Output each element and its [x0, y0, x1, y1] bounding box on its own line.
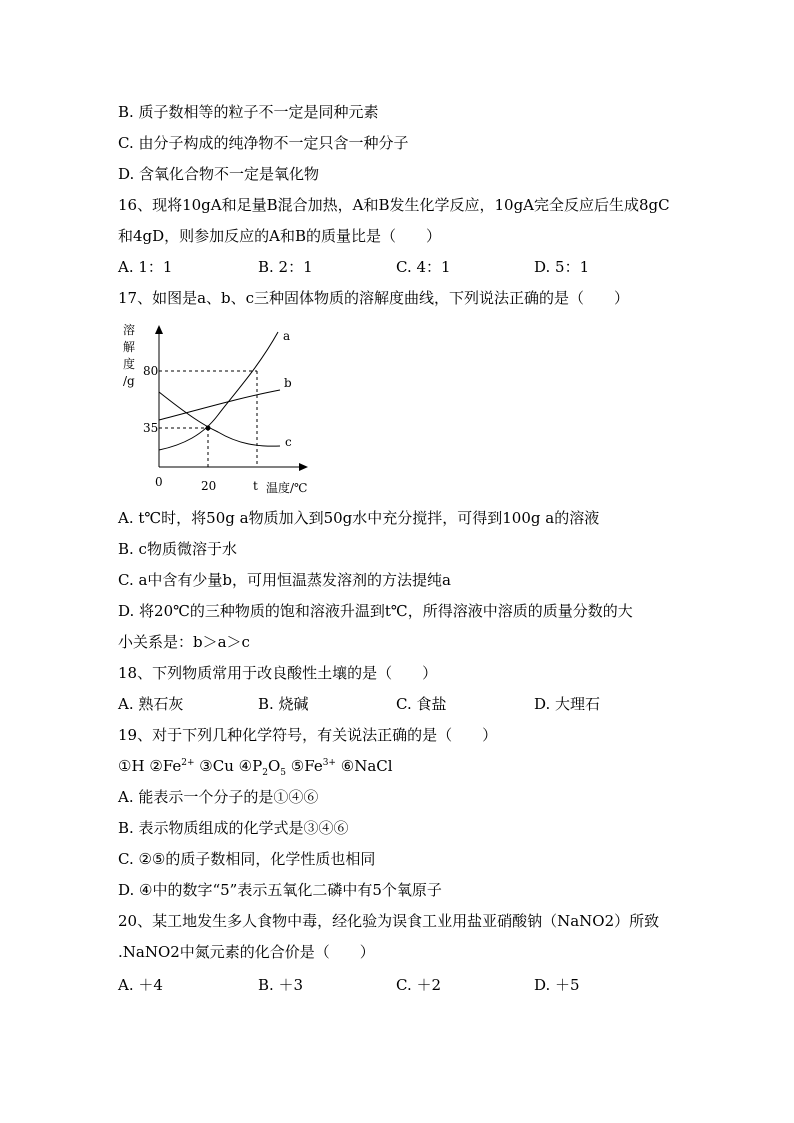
option-17b: B. c物质微溶于水: [118, 540, 237, 558]
question-18: 18、下列物质常用于改良酸性土壤的是（ ）: [118, 664, 438, 682]
ylabel-char-4: /g: [123, 374, 135, 388]
option-18c: C. 食盐: [396, 695, 447, 713]
option-18b: B. 烧碱: [258, 695, 309, 713]
xlabel: 温度/℃: [266, 481, 308, 495]
option-17d-line2: 小关系是：b＞a＞c: [118, 633, 250, 651]
ylabel-char-1: 溶: [123, 323, 136, 337]
question-20-line1: 20、某工地发生多人食物中毒，经化验为误食工业用盐亚硝酸钠（NaNO2）所致: [118, 912, 660, 930]
y-axis-arrow: [155, 325, 163, 334]
option-17c: C. a中含有少量b，可用恒温蒸发溶剂的方法提纯a: [118, 571, 451, 589]
question-16-line1: 16、现将10gA和足量B混合加热，A和B发生化学反应，10gA完全反应后生成8gC: [118, 196, 670, 214]
option-15d: D. 含氧化合物不一定是氧化物: [118, 165, 320, 183]
xtick-20: 20: [201, 479, 217, 493]
chemical-symbols-19: [118, 756, 393, 776]
option-18d: D. 大理石: [534, 695, 601, 713]
question-16-line2: 和4gD，则参加反应的A和B的质量比是（ ）: [118, 227, 442, 245]
question-20-line2: .NaNO2中氮元素的化合价是（ ）: [118, 943, 375, 961]
symbol-5: $⑤Fe^{3+}$: [290, 757, 336, 775]
option-16c: C. 4：1: [396, 258, 451, 276]
option-16a: A. 1：1: [118, 258, 173, 276]
x-axis-arrow: [299, 463, 308, 471]
symbol-1: ①H: [118, 757, 145, 775]
option-16b: B. 2：1: [258, 258, 313, 276]
symbol-4: $④P_2O_5$: [238, 757, 286, 778]
option-20c: C. ＋2: [396, 976, 442, 994]
series-label-b: b: [284, 376, 292, 390]
curve-b: [159, 390, 280, 420]
option-16d: D. 5：1: [534, 258, 590, 276]
ylabel-char-2: 解: [123, 340, 136, 354]
ylabel-char-3: 度: [123, 357, 136, 371]
xtick-0: 0: [155, 475, 163, 489]
option-20b: B. ＋3: [258, 976, 304, 994]
solubility-chart: [118, 320, 328, 500]
option-19c: C. ②⑤的质子数相同，化学性质也相同: [118, 850, 376, 868]
question-19: 19、对于下列几种化学符号，有关说法正确的是（ ）: [118, 726, 498, 744]
option-20d: D. ＋5: [534, 976, 580, 994]
option-17a: A. t℃时，将50g a物质加入到50g水中充分搅拌，可得到100g a的溶液: [118, 509, 600, 527]
curve-c: [159, 392, 280, 446]
symbol-2: $②Fe^{2+}$: [149, 757, 195, 775]
symbol-3: ③Cu: [199, 757, 234, 775]
option-19a: A. 能表示一个分子的是①④⑥: [118, 788, 319, 806]
ytick-35: 35: [143, 421, 159, 435]
xtick-t: t: [253, 479, 258, 493]
ytick-80: 80: [143, 364, 159, 378]
option-18a: A. 熟石灰: [118, 695, 184, 713]
option-17d-line1: D. 将20℃的三种物质的饱和溶液升温到t℃，所得溶液中溶质的质量分数的大: [118, 602, 633, 620]
option-19d: D. ④中的数字“5”表示五氧化二磷中有5个氧原子: [118, 881, 442, 899]
option-15b: B. 质子数相等的粒子不一定是同种元素: [118, 103, 379, 121]
intersection-point: [206, 426, 211, 431]
series-label-a: a: [283, 329, 291, 343]
option-19b: B. 表示物质组成的化学式是③④⑥: [118, 819, 349, 837]
option-15c: C. 由分子构成的纯净物不一定只含一种分子: [118, 134, 409, 152]
option-20a: A. ＋4: [118, 976, 163, 994]
series-label-c: c: [285, 435, 292, 449]
symbol-6: ⑥NaCl: [340, 757, 393, 775]
question-17: 17、如图是a、b、c三种固体物质的溶解度曲线，下列说法正确的是（ ）: [118, 289, 630, 307]
